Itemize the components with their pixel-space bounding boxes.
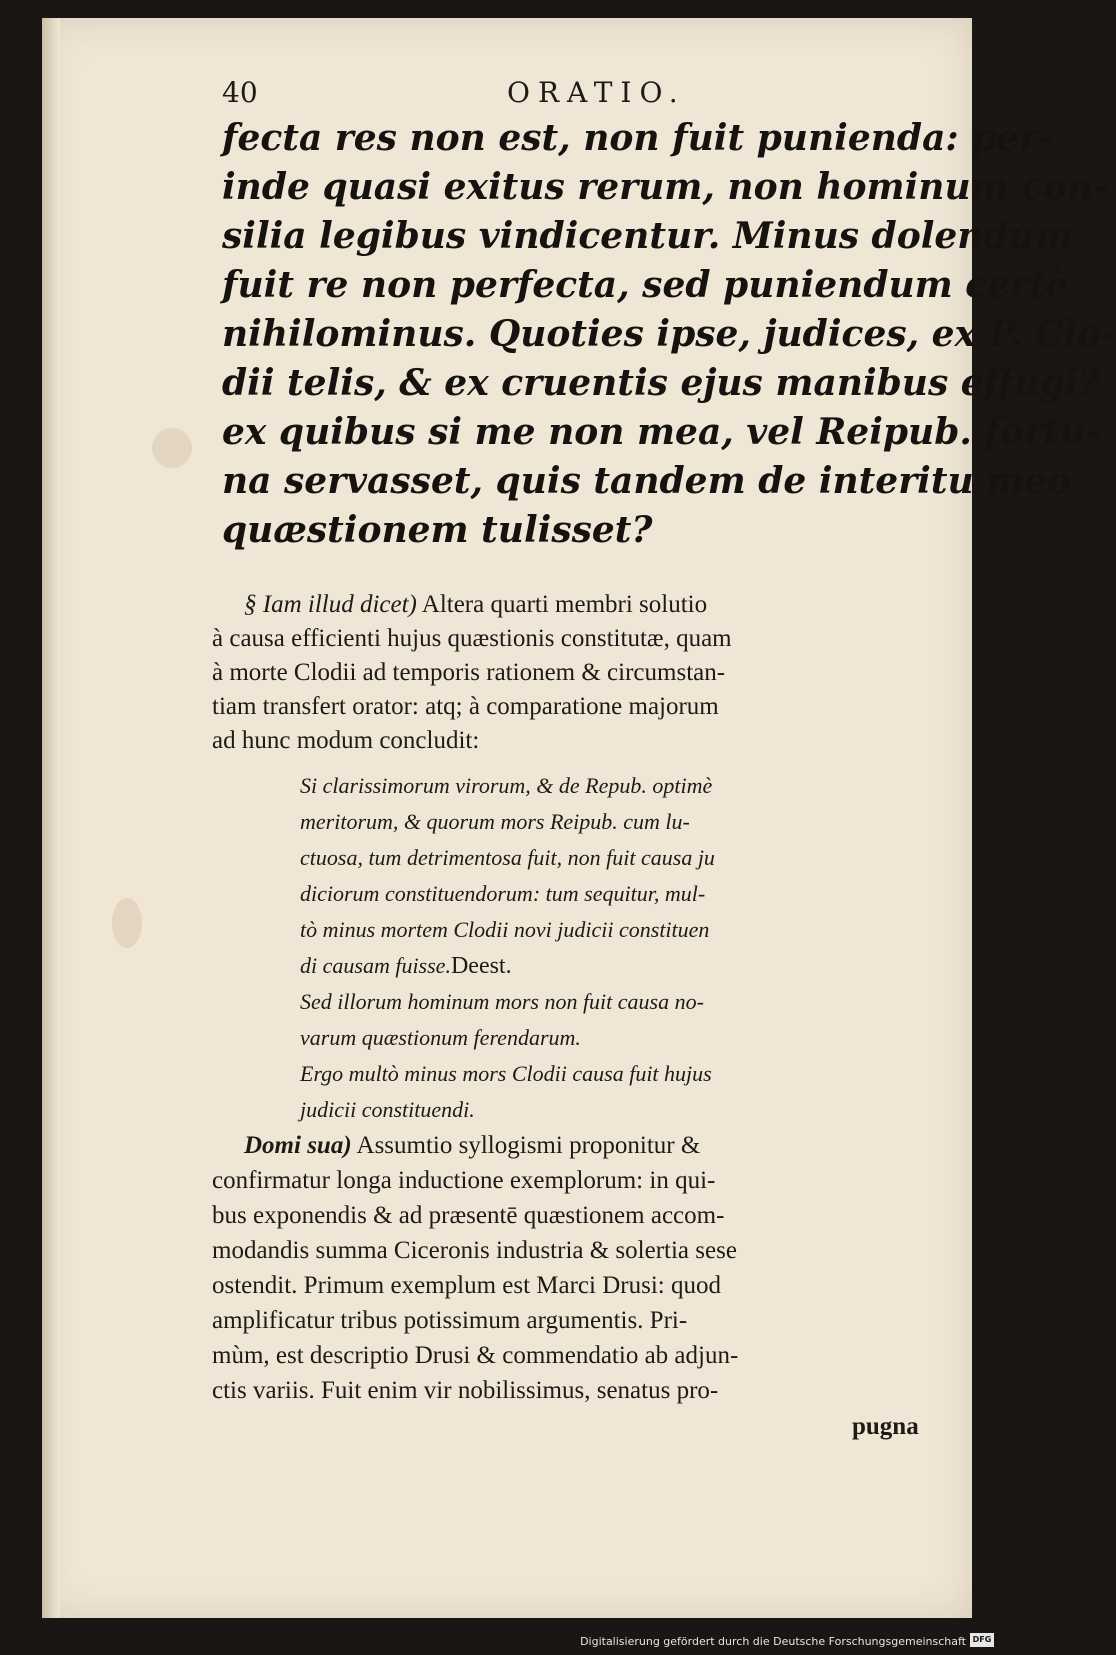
text-line: ostendit. Primum exemplum est Marci Drusi: quod [212, 1272, 721, 1299]
lemma: § Iam illud dicet) [244, 591, 417, 618]
text-line: fecta res non est, non fuit punienda: per- [222, 117, 1054, 159]
running-title: ORATIO. [507, 76, 686, 109]
text-line [300, 948, 930, 984]
text-line: dii telis, & ex cruentis ejus manibus effugi? [222, 362, 1100, 404]
text-line: silia legibus vindicentur. Minus dolendum [222, 215, 1073, 257]
page-header [222, 76, 942, 116]
text-line: quæstionem tulisset? [222, 509, 653, 551]
text-line: Sed illorum hominum mors non fuit causa no- [300, 989, 704, 1014]
text-line: Si clarissimorum virorum, & de Repub. optimè [300, 773, 713, 798]
text-line: mùm, est descriptio Drusi & commendatio ab adjun- [212, 1342, 739, 1369]
text-span: Deest. [450, 953, 512, 979]
dfg-logo-icon: DFG [970, 1633, 994, 1647]
text-line: tiam transfert orator: atq; à comparatione majorum [212, 693, 719, 720]
text-line: ctis variis. Fuit enim vir nobilissimus, senatus pro- [212, 1377, 719, 1404]
oration-text [222, 114, 1116, 555]
text-line: ex quibus si me non mea, vel Reipub. fortu- [222, 411, 1101, 453]
text-line: tò minus mortem Clodii novi judicii constituen [300, 917, 710, 942]
text-line: Ergo multò minus mors Clodii causa fuit hujus [300, 1061, 712, 1086]
stain [112, 898, 142, 948]
text-line: à causa efficienti hujus quæstionis constitutæ, quam [212, 625, 732, 652]
text-line: amplificatur tribus potissimum argumentis. Pri- [212, 1307, 688, 1334]
text-span: Assumtio syllogismi proponitur & [351, 1132, 701, 1159]
text-span: Altera quarti membri solutio [416, 591, 708, 618]
text-line: ctuosa, tum detrimentosa fuit, non fuit causa ju [300, 845, 715, 870]
text-line: modandis summa Ciceronis industria & solertia sese [212, 1237, 737, 1264]
text-line: meritorum, & quorum mors Reipub. cum lu- [300, 809, 690, 834]
book-page [42, 18, 1116, 1618]
page-gutter [42, 18, 60, 1618]
funding-credit: Digitalisierung gefördert durch die Deutsche Forschungsgemeinschaft [580, 1635, 966, 1648]
text-line [212, 1128, 932, 1163]
commentary-paragraph-2 [212, 1128, 932, 1408]
lemma: Domi sua) [244, 1132, 352, 1159]
text-line: nihilominus. Quoties ipse, judices, ex P. Clo- [222, 313, 1116, 355]
text-line: inde quasi exitus rerum, non hominum con- [222, 166, 1109, 208]
text-line: diciorum constituendorum: tum sequitur, mul- [300, 881, 706, 906]
text-line: ad hunc modum concludit: [212, 727, 480, 754]
text-line: judicii constituendi. [300, 1097, 475, 1122]
catchword: pugna [852, 1413, 919, 1440]
text-line: varum quæstionum ferendarum. [300, 1025, 581, 1050]
text-line: na servasset, quis tandem de interitu meo [222, 460, 1072, 502]
text-line: confirmatur longa inductione exemplorum: in qui- [212, 1167, 716, 1194]
digitization-footer [0, 1628, 1000, 1655]
syllogism-block [300, 768, 930, 1128]
text-span: di causam fuisse. [300, 953, 451, 978]
stain [152, 428, 192, 468]
text-line: à morte Clodii ad temporis rationem & circumstan- [212, 659, 726, 686]
commentary-paragraph-1 [212, 588, 932, 758]
text-line: fuit re non perfecta, sed puniendum certè [222, 264, 1069, 306]
folio-number: 40 [222, 76, 258, 109]
text-line: bus exponendis & ad præsentē quæstionem accom- [212, 1202, 725, 1229]
text-line [212, 588, 932, 622]
